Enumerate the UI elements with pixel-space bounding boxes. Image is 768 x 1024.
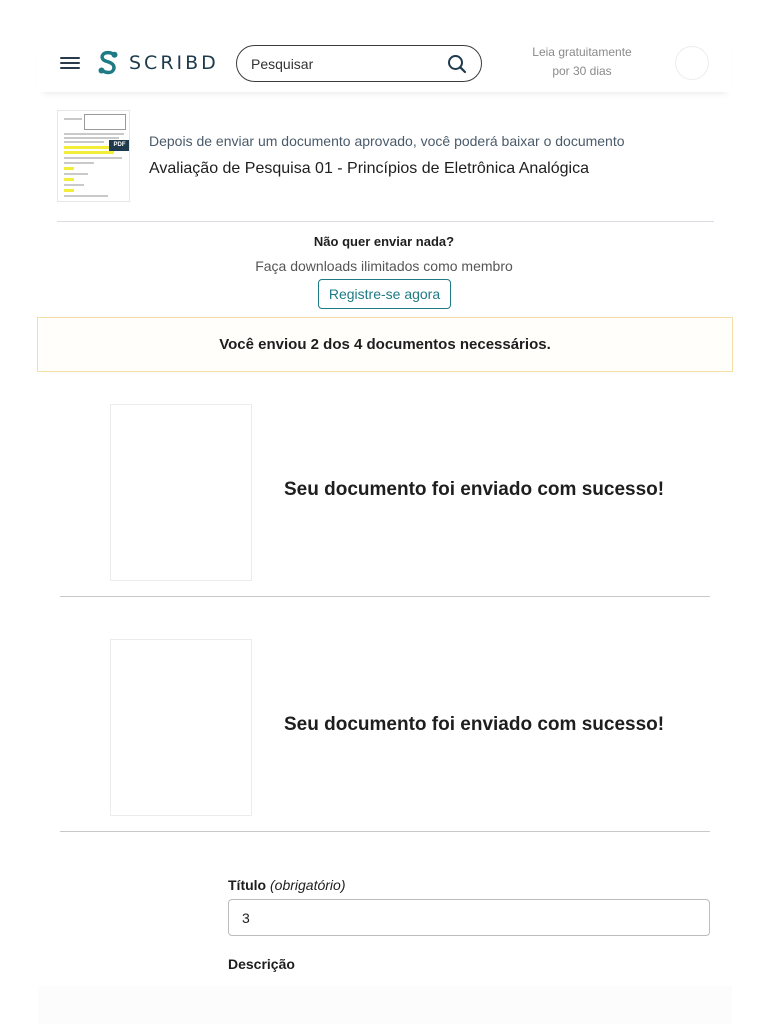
document-title: Avaliação de Pesquisa 01 - Princípios de Eletrônica Analógica bbox=[149, 160, 589, 177]
title-label-text: Título bbox=[228, 877, 267, 893]
upload-success-message: Seu documento foi enviado com sucesso! bbox=[284, 479, 665, 500]
pdf-badge: PDF bbox=[109, 140, 130, 151]
description-area bbox=[38, 986, 732, 1024]
upload-status-banner: Você enviou 2 dos 4 documentos necessários. bbox=[37, 317, 733, 372]
required-hint: (obrigatório) bbox=[270, 877, 346, 893]
member-prompt-subtitle: Faça downloads ilimitados como membro bbox=[255, 258, 513, 274]
user-avatar[interactable] bbox=[675, 46, 709, 80]
document-subtitle: Depois de enviar um documento aprovado, você poderá baixar o documento bbox=[149, 133, 625, 149]
description-field-label: Descrição bbox=[228, 956, 295, 972]
member-prompt-title: Não quer enviar nada? bbox=[313, 234, 455, 249]
document-info bbox=[57, 110, 714, 222]
scribd-logo-icon bbox=[96, 50, 120, 76]
uploaded-document-preview bbox=[110, 639, 252, 816]
free-trial-link[interactable] bbox=[516, 43, 648, 81]
search-box bbox=[236, 45, 482, 82]
title-input[interactable] bbox=[228, 899, 710, 936]
hamburger-menu-icon[interactable] bbox=[60, 55, 80, 69]
document-thumbnail bbox=[57, 110, 130, 202]
uploaded-document-1 bbox=[60, 393, 710, 597]
uploaded-document-preview bbox=[110, 404, 252, 581]
search-input[interactable] bbox=[251, 53, 441, 75]
site-header bbox=[38, 36, 732, 92]
title-field-label bbox=[228, 877, 345, 893]
brand-name: SCRIBD bbox=[129, 52, 219, 74]
scribd-logo[interactable] bbox=[96, 49, 219, 77]
register-button[interactable]: Registre-se agora bbox=[318, 279, 451, 309]
search-icon[interactable] bbox=[447, 54, 467, 74]
trial-line-1: Leia gratuitamente bbox=[532, 45, 632, 59]
trial-line-2: por 30 dias bbox=[552, 64, 612, 78]
uploaded-document-2 bbox=[60, 628, 710, 832]
upload-success-message: Seu documento foi enviado com sucesso! bbox=[284, 714, 665, 735]
